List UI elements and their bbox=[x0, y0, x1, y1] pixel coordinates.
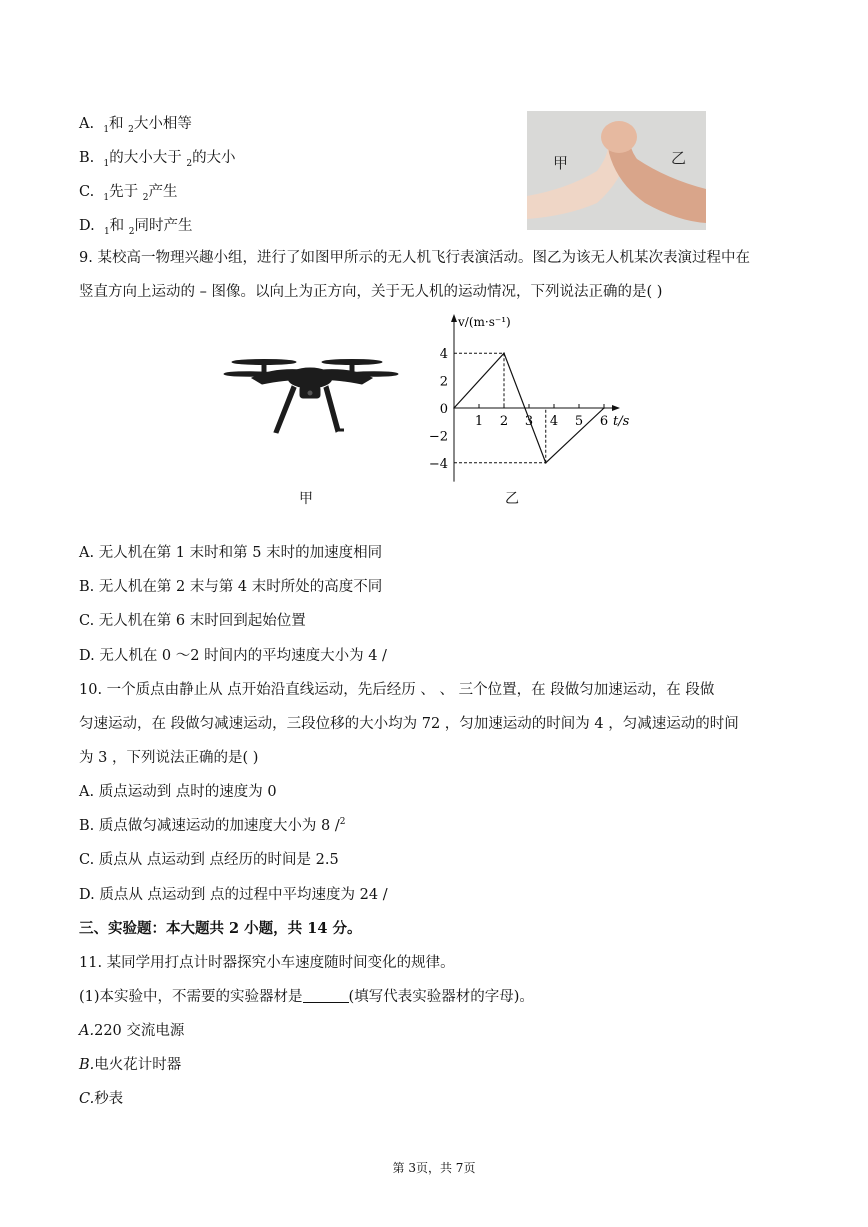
x-tick-label: 2 bbox=[499, 414, 509, 429]
q9-option-a: A. 无人机在第 1 末时和第 5 末时的加速度相同 bbox=[79, 545, 383, 561]
q9-option-b: B. 无人机在第 2 末与第 4 末时所处的高度不同 bbox=[79, 579, 383, 595]
q8-option-d: D. $_1$和 $_2$同时产生 bbox=[79, 218, 193, 237]
y-axis-arrow bbox=[451, 314, 457, 322]
q10-option-c: C. 质点从 点运动到 点经历的时间是 2.5 bbox=[79, 852, 339, 868]
q11-part1: (1)本实验中，不需要的实验器材是 (填写代表实验器材的字母)。 bbox=[79, 989, 534, 1005]
q9-stem-line2: 竖直方向上运动的 – 图像。以向上为正方向，关于无人机的运动情况，下列说法正确的是( ) bbox=[79, 284, 663, 300]
arm-wrestling-photo bbox=[527, 111, 706, 230]
page-footer: 第 3页，共 7页 bbox=[392, 1161, 476, 1175]
q10-option-d: D. 质点从 点运动到 点的过程中平均速度为 24 / bbox=[79, 887, 388, 903]
section-3-heading: 三、实验题：本大题共 2 小题，共 14 分。 bbox=[79, 920, 362, 937]
q11-option-c: C.秒表 bbox=[79, 1091, 124, 1107]
q11-option-b: B.电火花计时器 bbox=[79, 1057, 182, 1073]
x-tick-label: 1 bbox=[474, 414, 484, 429]
y-tick-label: 2 bbox=[439, 374, 448, 390]
x-tick-label: 3 bbox=[524, 414, 534, 429]
x-axis-arrow bbox=[612, 405, 620, 411]
drone-image bbox=[222, 350, 402, 440]
q10-option-b: B. 质点做匀减速运动的加速度大小为 8 /$^2$ bbox=[79, 817, 346, 834]
q8-option-b: B. $_1$的大小大于 $_2$的大小 bbox=[79, 150, 236, 169]
y-tick-label: −2 bbox=[428, 429, 448, 445]
y-axis-label: v/(m·s⁻¹) bbox=[458, 315, 511, 329]
q9-stem-line1: 9. 某校高一物理兴趣小组，进行了如图甲所示的无人机飞行表演活动。图乙为该无人机某次表演过程中在 bbox=[79, 250, 750, 266]
x-axis-label: t/s bbox=[613, 414, 630, 429]
velocity-time-chart bbox=[420, 308, 660, 490]
q9-option-d: D. 无人机在 0 ～2 时间内的平均速度大小为 4 / bbox=[79, 648, 387, 664]
photo-label-left: 甲 bbox=[553, 154, 569, 172]
clasped-hands-shape bbox=[601, 121, 637, 153]
q8-option-a: A. $_1$和 $_2$大小相等 bbox=[79, 116, 192, 135]
y-tick-label: 0 bbox=[439, 402, 448, 417]
x-tick-label: 6 bbox=[599, 414, 609, 429]
q11-option-a: A.220 交流电源 bbox=[79, 1023, 185, 1039]
answer-blank bbox=[303, 988, 349, 1003]
y-tick-label: −4 bbox=[428, 456, 448, 472]
q11-stem: 11. 某同学用打点计时器探究小车速度随时间变化的规律。 bbox=[79, 955, 455, 971]
q10-option-a: A. 质点运动到 点时的速度为 0 bbox=[79, 784, 277, 800]
x-tick-label: 5 bbox=[574, 414, 584, 429]
q10-stem-line1: 10. 一个质点由静止从 点开始沿直线运动，先后经历 、 、 三个位置，在 段做匀加速运动，在 段做 bbox=[79, 682, 715, 698]
q10-stem-line2: 匀速运动，在 段做匀减速运动，三段位移的大小均为 72 ，匀加速运动的时间为 4 ，匀减速运动的时间 bbox=[79, 716, 739, 732]
figure-caption-left: 甲 bbox=[299, 491, 313, 507]
q8-option-c: C. $_1$先于 $_2$产生 bbox=[79, 184, 178, 203]
figure-caption-right: 乙 bbox=[505, 491, 519, 507]
velocity-point bbox=[503, 352, 505, 354]
y-tick-label: 4 bbox=[439, 347, 448, 363]
velocity-point bbox=[603, 407, 605, 409]
q9-option-c: C. 无人机在第 6 末时回到起始位置 bbox=[79, 613, 306, 629]
x-tick-label: 4 bbox=[549, 414, 559, 429]
photo-label-right: 乙 bbox=[671, 149, 687, 167]
velocity-point bbox=[545, 462, 547, 464]
velocity-point bbox=[453, 407, 455, 409]
q10-stem-line3: 为 3 ，下列说法正确的是( ) bbox=[79, 750, 259, 766]
